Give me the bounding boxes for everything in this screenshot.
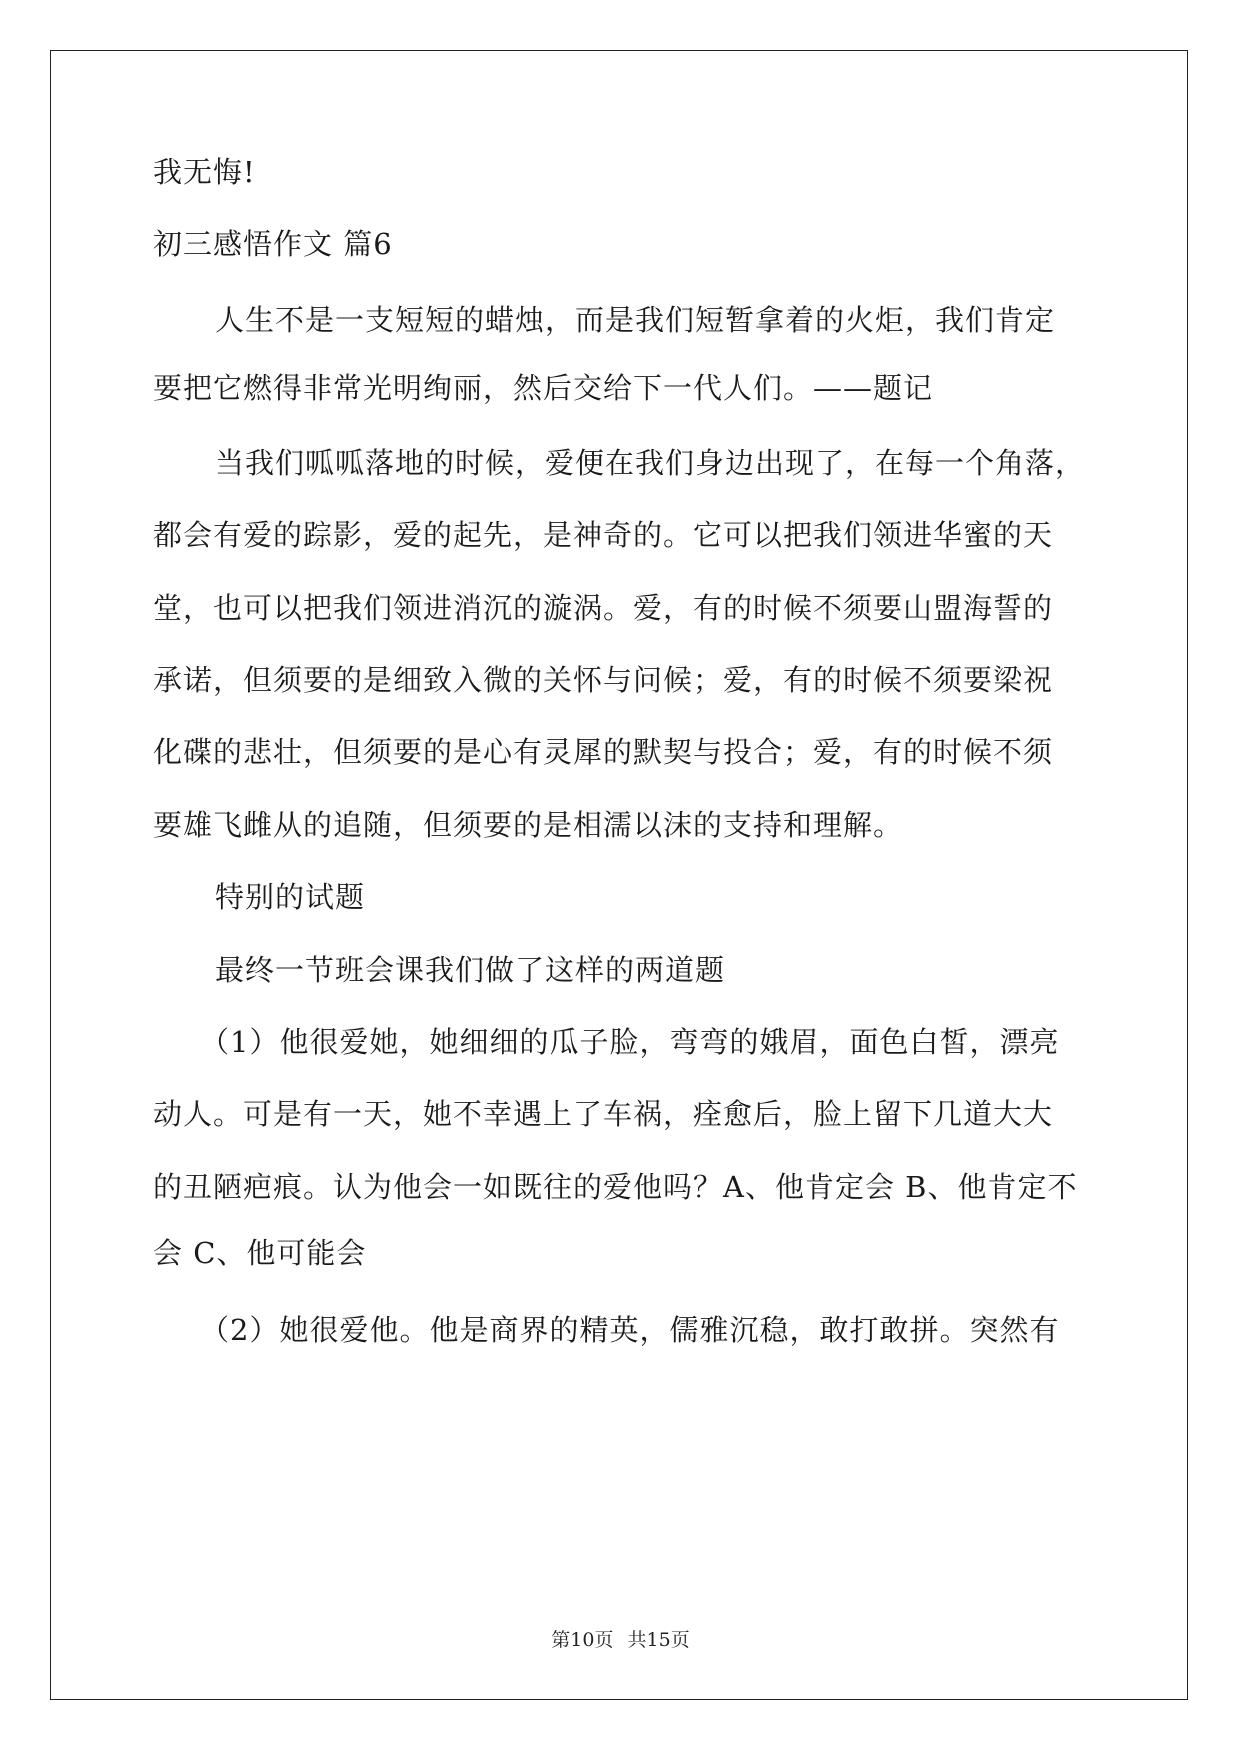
paragraph-line: 化碟的悲壮，但须要的是心有灵犀的默契与投合；爱，有的时候不须 (153, 735, 1054, 769)
paragraph-line: 承诺，但须要的是细致入微的关怀与问候；爱，有的时候不须要梁祝 (153, 663, 1054, 697)
paragraph-line: 要雄飞雌从的追随，但须要的是相濡以沫的支持和理解。 (153, 808, 904, 842)
paragraph-line: 我无悔! (153, 155, 256, 189)
paragraph-line: 人生不是一支短短的蜡烛，而是我们短暂拿着的火炬，我们肯定 (215, 303, 1056, 337)
question-line: 动人。可是有一天，她不幸遇上了车祸，痊愈后，脸上留下几道大大 (153, 1097, 1054, 1131)
page-border (50, 50, 1188, 1700)
question-line: （2）她很爱他。他是商界的精英，儒雅沉稳，敢打敢拼。突然有 (200, 1313, 1060, 1347)
section-heading: 初三感悟作文 篇6 (153, 227, 393, 261)
paragraph-line: 都会有爱的踪影，爱的起先，是神奇的。它可以把我们领进华蜜的天 (153, 518, 1054, 552)
total-pages: 共15页 (627, 1629, 690, 1651)
paragraph-line: 最终一节班会课我们做了这样的两道题 (215, 953, 726, 987)
question-line: （1）他很爱她，她细细的瓜子脸，弯弯的娥眉，面色白皙，漂亮 (200, 1025, 1060, 1059)
question-line: 会 C、他可能会 (153, 1236, 367, 1270)
subheading: 特别的试题 (215, 880, 366, 914)
paragraph-line: 当我们呱呱落地的时候，爱便在我们身边出现了，在每一个角落， (215, 446, 1086, 480)
question-line: 的丑陋疤痕。认为他会一如既往的爱他吗？A、他肯定会 B、他肯定不 (153, 1170, 1078, 1204)
paragraph-line: 要把它燃得非常光明绚丽，然后交给下一代人们。——题记 (153, 371, 934, 405)
page-footer (0, 1628, 1241, 1652)
paragraph-line: 堂，也可以把我们领进消沉的漩涡。爱，有的时候不须要山盟海誓的 (153, 591, 1054, 625)
page-number: 第10页 (551, 1629, 614, 1651)
